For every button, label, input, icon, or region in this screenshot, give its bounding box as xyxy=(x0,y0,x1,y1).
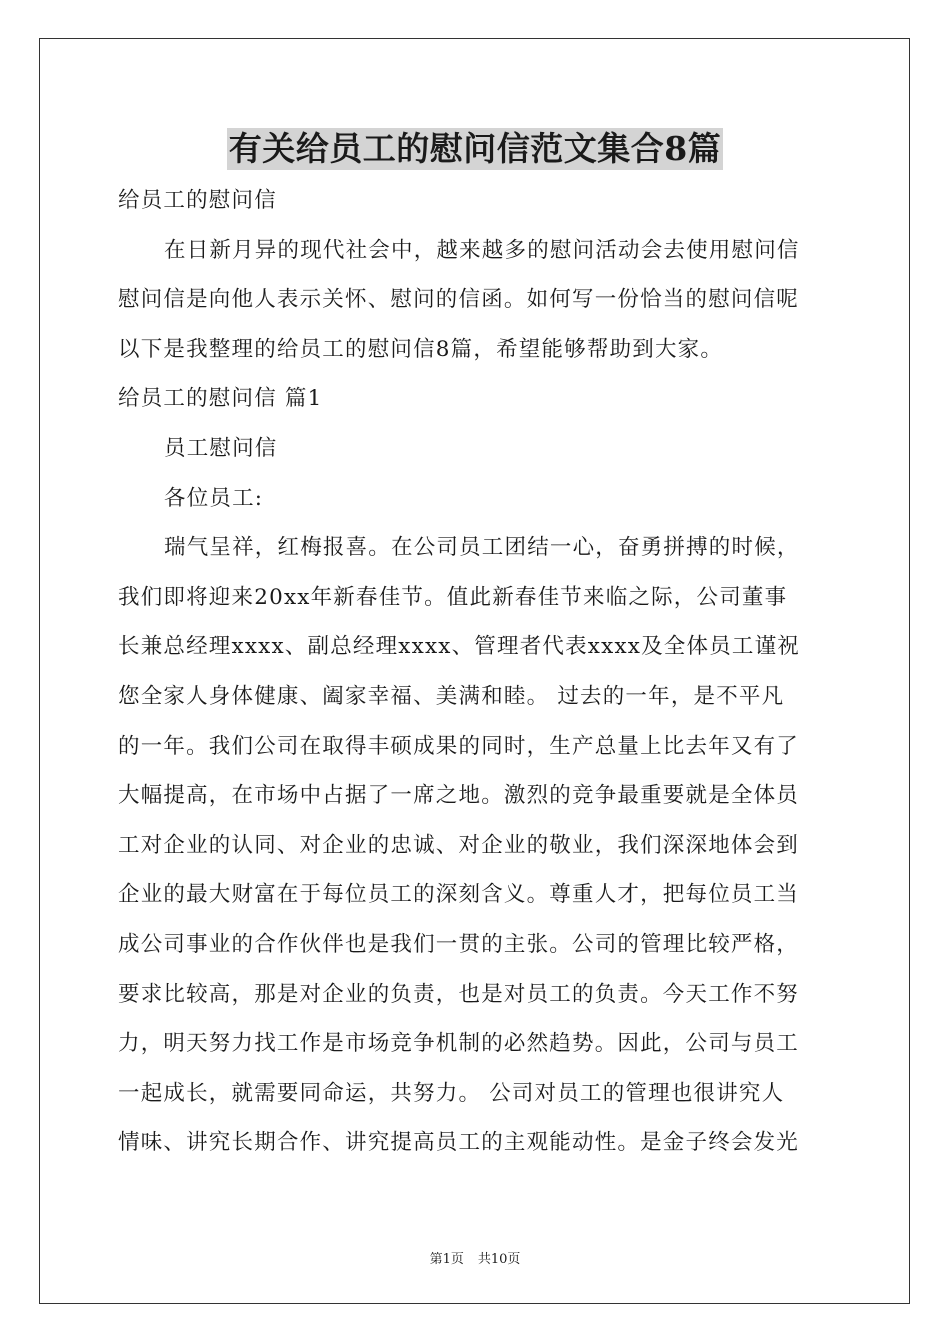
page-total: 共10页 xyxy=(477,1252,521,1267)
body-line: 的一年。我们公司在取得丰硕成果的同时，生产总量上比去年又有了 xyxy=(118,733,800,759)
body-line: 成公司事业的合作伙伴也是我们一贯的主张。公司的管理比较严格， xyxy=(118,931,800,957)
page-footer xyxy=(0,1248,950,1267)
body-line: 瑞气呈祥，红梅报喜。在公司员工团结一心，奋勇拼搏的时候， xyxy=(164,535,800,561)
body-line: 大幅提高，在市场中占据了一席之地。激烈的竞争最重要就是全体员 xyxy=(118,783,800,809)
body-line: 各位员工: xyxy=(164,485,264,511)
title-container xyxy=(0,128,950,170)
body-line: 企业的最大财富在于每位员工的深刻含义。尊重人才，把每位员工当 xyxy=(118,882,800,908)
body-line: 一起成长，就需要同命运，共努力。 公司对员工的管理也很讲究人 xyxy=(118,1080,785,1106)
body-line: 要求比较高，那是对企业的负责，也是对员工的负责。今天工作不努 xyxy=(118,981,800,1007)
page-number: 第1页 xyxy=(429,1252,464,1267)
body-line: 情味、讲究长期合作、讲究提高员工的主观能动性。是金子终会发光 xyxy=(118,1130,800,1156)
body-line: 在日新月异的现代社会中，越来越多的慰问活动会去使用慰问信 xyxy=(164,237,800,263)
section-heading: 给员工的慰问信 篇1 xyxy=(118,386,323,412)
document-body xyxy=(118,176,838,1168)
body-line: 力，明天努力找工作是市场竞争机制的必然趋势。因此，公司与员工 xyxy=(118,1031,800,1057)
body-line: 长兼总经理xxxx、副总经理xxxx、管理者代表xxxx及全体员工谨祝 xyxy=(118,634,801,660)
body-line: 慰问信是向他人表示关怀、慰问的信函。如何写一份恰当的慰问信呢 xyxy=(118,287,800,313)
body-line: 员工慰问信 xyxy=(164,435,278,461)
body-line: 以下是我整理的给员工的慰问信8篇，希望能够帮助到大家。 xyxy=(118,336,724,362)
body-line: 工对企业的认同、对企业的忠诚、对企业的敬业，我们深深地体会到 xyxy=(118,832,800,858)
document-title: 有关给员工的慰问信范文集合8篇 xyxy=(228,129,722,168)
body-line: 我们即将迎来20xx年新春佳节。值此新春佳节来临之际，公司董事 xyxy=(118,584,788,610)
body-line: 您全家人身体健康、阖家幸福、美满和睦。 过去的一年，是不平凡 xyxy=(118,683,785,709)
body-line: 给员工的慰问信 xyxy=(118,188,277,213)
